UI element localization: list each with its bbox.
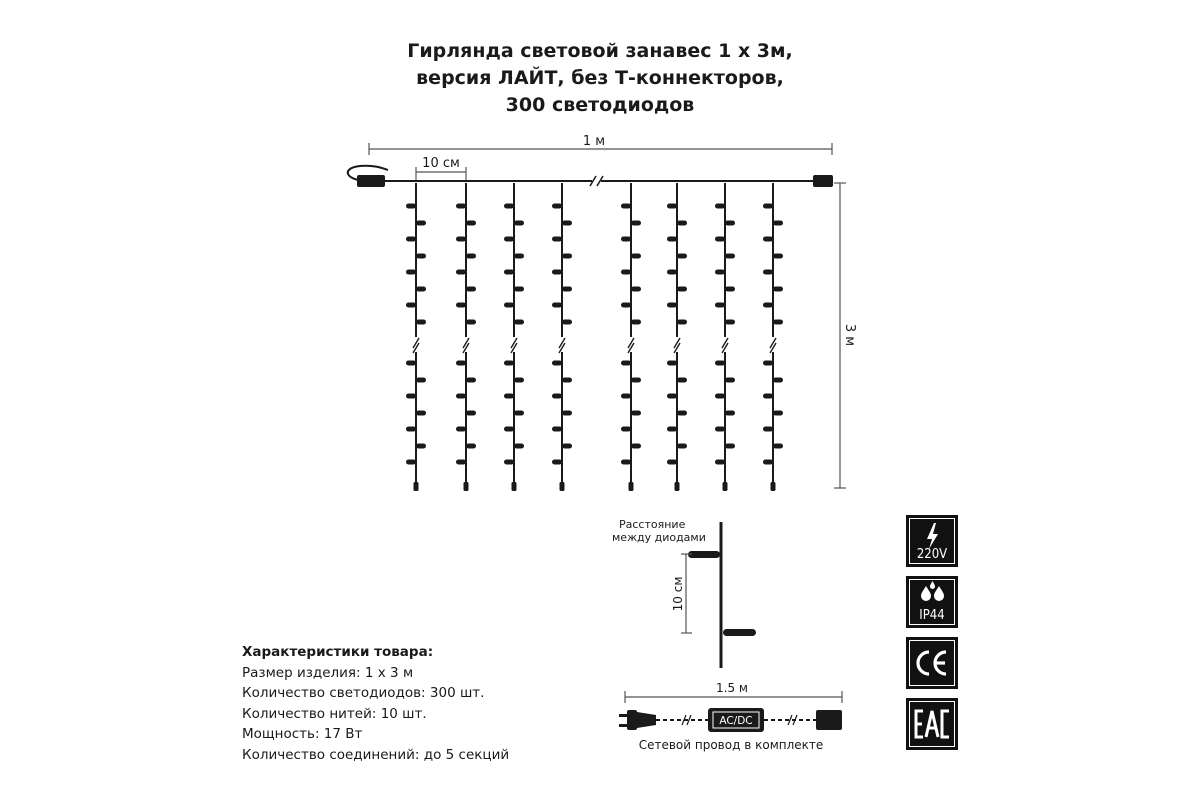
title-line-1: Гирлянда световой занавес 1 х 3м, [407,40,793,62]
led [466,287,476,292]
led [715,460,725,465]
led [406,361,416,366]
led [667,270,677,275]
width-label: 1 м [582,134,606,149]
led [562,444,572,449]
led [406,460,416,465]
led-strand [504,183,524,491]
led-strand [715,183,735,491]
led [621,427,631,432]
detail-caption-line-1: Расстояние [619,518,686,531]
led [416,221,426,226]
led [631,221,641,226]
led [725,287,735,292]
diode-spacing-detail [612,518,756,668]
led [514,287,524,292]
led [773,411,783,416]
led-strand [621,183,641,491]
voltage-badge [906,515,958,567]
cord-length-label: 1.5 м [716,681,748,695]
led [456,361,466,366]
led [456,460,466,465]
led [562,411,572,416]
strand-end-cap [629,482,634,491]
led [562,320,572,325]
led-strand [456,183,476,491]
led [552,204,562,209]
led [621,303,631,308]
led [514,254,524,259]
spacing-label: 10 см [422,156,460,171]
led [715,427,725,432]
led [504,361,514,366]
led [621,204,631,209]
led [416,444,426,449]
led [725,444,735,449]
led [466,221,476,226]
spec-strand-count: Количество нитей: 10 шт. [242,705,427,722]
title-line-3: 300 светодиодов [505,94,695,116]
led [562,254,572,259]
led [667,394,677,399]
led [456,303,466,308]
led [552,460,562,465]
led [725,320,735,325]
strand-end-cap [560,482,565,491]
led [504,204,514,209]
led [715,204,725,209]
led [715,303,725,308]
led [562,378,572,383]
led [456,237,466,242]
led [667,427,677,432]
led [773,254,783,259]
led [504,460,514,465]
adapter-label: AC/DC [719,715,753,727]
led [667,303,677,308]
led-strands [406,183,783,491]
led [552,270,562,275]
plug-icon [619,710,656,730]
led [416,320,426,325]
led [514,221,524,226]
led [621,460,631,465]
led [677,287,687,292]
led [677,378,687,383]
led [715,361,725,366]
led [667,361,677,366]
led [677,254,687,259]
led [667,237,677,242]
led [504,427,514,432]
led-strand [406,183,426,491]
specs-heading: Характеристики товара: [242,644,434,660]
led [552,237,562,242]
cord-connector [816,710,842,730]
spec-size: Размер изделия: 1 х 3 м [242,664,414,681]
led [725,221,735,226]
led [466,411,476,416]
detail-led-lower [723,629,756,636]
led [456,427,466,432]
led [514,444,524,449]
led [621,361,631,366]
led-strand [763,183,783,491]
input-connector [357,175,385,187]
spec-power: Мощность: 17 Вт [242,726,363,743]
led [631,378,641,383]
led [621,237,631,242]
product-specs [242,642,509,766]
led [416,378,426,383]
led [763,427,773,432]
led [406,204,416,209]
led [763,394,773,399]
led [631,287,641,292]
eac-badge [906,698,958,750]
detail-caption-line-2: между диодами [612,531,706,544]
strand-end-cap [723,482,728,491]
led [773,444,783,449]
led [416,254,426,259]
spacing-dimension [416,156,466,180]
led [763,303,773,308]
led [725,378,735,383]
led [514,320,524,325]
led [466,320,476,325]
led [504,394,514,399]
led [677,444,687,449]
led [621,394,631,399]
led [552,361,562,366]
eac-mark-icon [906,698,958,750]
main-wire [348,166,833,187]
led [715,394,725,399]
protection-badge [906,576,958,628]
led [631,254,641,259]
led [621,270,631,275]
led [406,237,416,242]
led [725,411,735,416]
led [406,427,416,432]
led [631,444,641,449]
led [504,270,514,275]
led [406,394,416,399]
strand-end-cap [512,482,517,491]
led-strand [667,183,687,491]
led [763,204,773,209]
led [773,221,783,226]
led [514,378,524,383]
led [466,378,476,383]
led [406,303,416,308]
led [773,320,783,325]
led [456,204,466,209]
led [677,221,687,226]
strand-end-cap [675,482,680,491]
led [763,270,773,275]
led [725,254,735,259]
spec-led-count: Количество светодиодов: 300 шт. [242,685,485,702]
led [466,254,476,259]
led [677,320,687,325]
led [552,394,562,399]
title-line-2: версия ЛАЙТ, без Т-коннекторов, [416,67,784,89]
led-strand [552,183,572,491]
led [406,270,416,275]
ce-badge [906,637,958,689]
ce-mark-icon [906,637,958,689]
width-dimension [369,134,832,155]
led [416,287,426,292]
strand-end-cap [771,482,776,491]
height-label: 3 м [842,323,857,347]
led [631,320,641,325]
protection-label: IP44 [919,608,945,623]
led [552,303,562,308]
led [562,287,572,292]
power-cord-caption: Сетевой провод в комплекте [638,738,824,752]
led [677,411,687,416]
led [773,378,783,383]
height-dimension [834,183,857,488]
led [763,361,773,366]
detail-led-upper [688,551,720,558]
led [763,237,773,242]
strand-end-cap [414,482,419,491]
led [456,394,466,399]
output-connector [813,175,833,187]
led [631,411,641,416]
led [466,444,476,449]
power-cord-diagram [619,681,842,752]
strand-end-cap [464,482,469,491]
led [667,460,677,465]
led [504,303,514,308]
led [562,221,572,226]
spec-connections: Количество соединений: до 5 секций [242,746,510,763]
led [667,204,677,209]
led [715,270,725,275]
led [552,427,562,432]
led [715,237,725,242]
led [763,460,773,465]
led [504,237,514,242]
led [456,270,466,275]
led [773,287,783,292]
detail-distance-label: 10 см [671,576,685,612]
led [514,411,524,416]
voltage-label: 220V [916,547,948,562]
led [416,411,426,416]
